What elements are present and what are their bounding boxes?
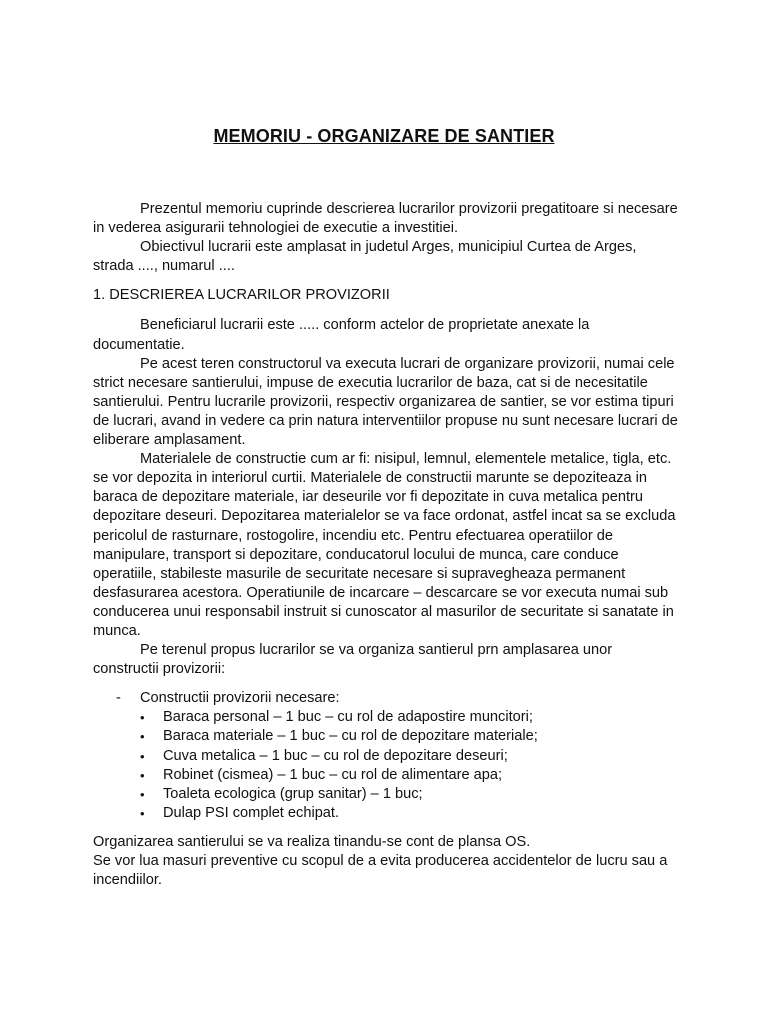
bullet-icon: • [140, 786, 145, 802]
body-paragraph: Pe terenul propus lucrarilor se va organiza santierul prn amplasarea unor constructii provizorii: [93, 642, 613, 678]
bullet-icon: • [140, 805, 145, 821]
bullet-icon: • [140, 767, 145, 783]
body-paragraph: Materialele de constructie cum ar fi: nisipul, lemnul, elementele metalice, tigla, etc. se vor depozita in interiorul curtii. Materialele de constructii marunte se depoziteaza in baraca de depozitare materiale, iar deseurile vor fi depozitate in cuva metalica pentru depozitare deseuri. Depozitarea materialelor se va face ordonat, astfel incat sa se excluda pericolul de rasturnare, rostogolire, incendiu etc. Pentru efectuarea operatiilor de manipulare, transport si depozitare, conducatorul locului de munca, care conduce operatiile, stabileste masurile de securitate necesare si supravegheaza permanent desfasurarea acestora. Operatiunile de incarcare – descarcare se vor executa numai sub conducerea unui responsabil instruit si cunoscator al masurilor de securitate si sanatate in munca. [93, 451, 676, 639]
closing-paragraph: Organizarea santierului se va realiza tinandu-se cont de plansa OS. [93, 833, 531, 850]
provisional-constructions-list [93, 689, 681, 823]
list-item-text: Cuva metalica – 1 buc – cu rol de depozitare deseuri; [163, 747, 508, 764]
bullet-icon: • [140, 748, 145, 764]
list-item-text: Robinet (cismea) – 1 buc – cu rol de alimentare apa; [163, 766, 503, 783]
intro-paragraph: Prezentul memoriu cuprinde descrierea lucrarilor provizorii pregatitoare si necesare in vederea asigurarii tehnologiei de executie a investitiei. [93, 201, 678, 237]
bullet-icon: • [140, 729, 145, 745]
list-item-text: Baraca personal – 1 buc – cu rol de adapostire muncitori; [163, 709, 533, 726]
list-item [140, 747, 681, 766]
list-item-text: Baraca materiale – 1 buc – cu rol de depozitare materiale; [163, 728, 538, 745]
list-item [140, 708, 681, 727]
bullet-icon: • [140, 710, 145, 726]
closing-paragraph: Se vor lua masuri preventive cu scopul de a evita producerea accidentelor de lucru sau a incendiilor. [93, 853, 668, 889]
document-body [93, 200, 681, 890]
intro-paragraph: Obiectivul lucrarii este amplasat in judetul Arges, municipiul Curtea de Arges, strada ...., numarul .... [93, 239, 637, 275]
section-heading: 1. DESCRIEREA LUCRARILOR PROVIZORII [93, 287, 390, 304]
list-item [140, 727, 681, 746]
document-title: MEMORIU - ORGANIZARE DE SANTIER [213, 126, 555, 146]
bullet-list [140, 708, 681, 823]
dash-marker: - [116, 690, 121, 707]
list-item [140, 804, 681, 823]
list-item [140, 766, 681, 785]
list-item [93, 689, 681, 823]
list-heading: Constructii provizorii necesare: [140, 690, 340, 707]
body-paragraph: Pe acest teren constructorul va executa lucrari de organizare provizorii, numai cele strict necesare santierului, impuse de executia lucrarilor de baza, cat si de necesitatile santierului. Pentru lucrarile provizorii, respectiv organizarea de santier, se vor estima tipuri de lucrari, avand in vedere ca prin natura interventiilor propuse nu sunt necesare lucrari de eliberare amplasament. [93, 355, 678, 449]
list-item-text: Dulap PSI complet echipat. [163, 804, 340, 821]
body-paragraph: Beneficiarul lucrarii este ..... conform actelor de proprietate anexate la documentatie. [93, 317, 590, 353]
list-item [140, 785, 681, 804]
list-item-text: Toaleta ecologica (grup sanitar) – 1 buc; [163, 785, 423, 802]
